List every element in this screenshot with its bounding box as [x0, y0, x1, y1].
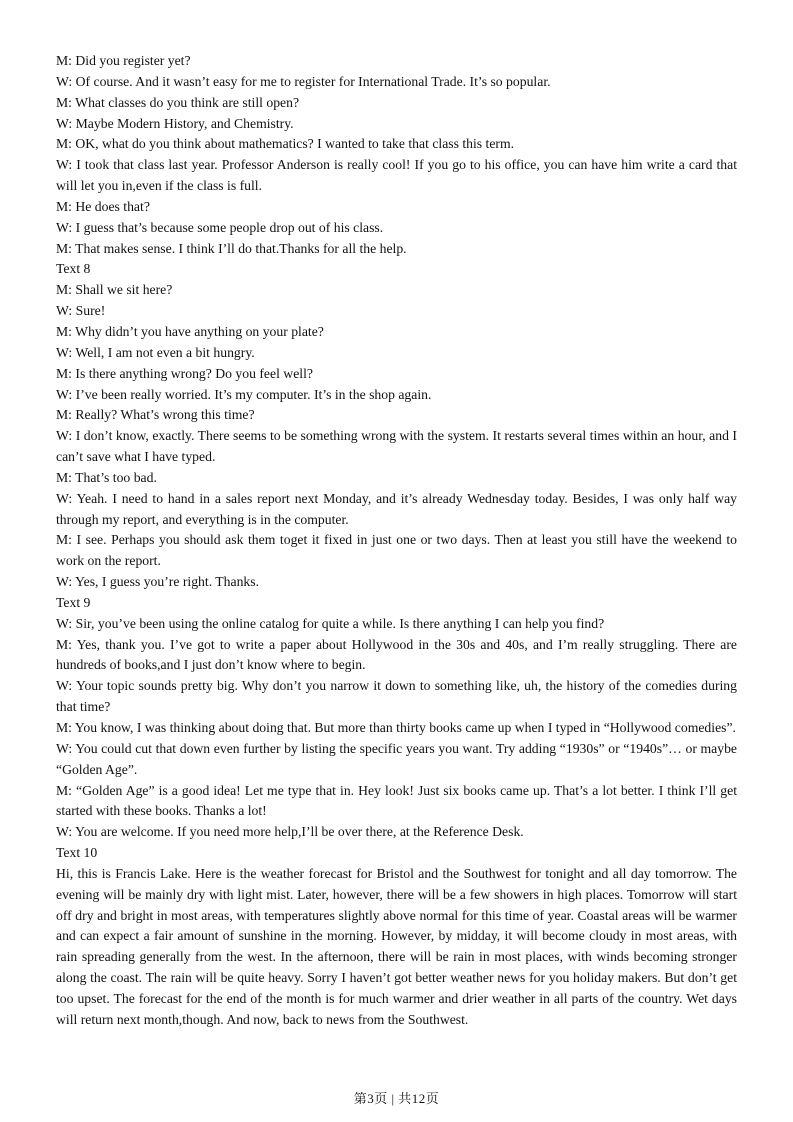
- text-paragraph: W: I took that class last year. Professor Anderson is really cool! If you go to his office, you can have him write a card that will let you in,even if the class is full.: [56, 157, 737, 194]
- text-paragraph: W: Yeah. I need to hand in a sales report next Monday, and it’s already Wednesday today. Besides, I was only half way through my report, and everything is in the computer.: [56, 490, 737, 527]
- text-paragraph: M: Why didn’t you have anything on your plate?: [56, 323, 324, 339]
- text-paragraph: M: “Golden Age” is a good idea! Let me type that in. Hey look! Just six books came up. That’s a lot better. I think I’ll get started with these books. Thanks a lot!: [56, 782, 737, 819]
- text-paragraph: W: You could cut that down even further by listing the specific years you want. Try adding “1930s” or “1940s”… or maybe “Golden Age”.: [56, 740, 737, 777]
- text-paragraph: M: Is there anything wrong? Do you feel well?: [56, 365, 313, 381]
- text-paragraph: M: OK, what do you think about mathematics? I wanted to take that class this term.: [56, 136, 515, 152]
- text-paragraph: M: What classes do you think are still open?: [56, 94, 300, 110]
- section-heading: Text 9: [56, 594, 91, 610]
- text-paragraph: W: Maybe Modern History, and Chemistry.: [56, 115, 294, 131]
- text-paragraph: W: Of course. And it wasn’t easy for me to register for International Trade. It’s so popular.: [56, 73, 551, 89]
- text-paragraph: W: Well, I am not even a bit hungry.: [56, 344, 255, 360]
- text-paragraph: M: Did you register yet?: [56, 53, 191, 68]
- section-heading: Text 10: [56, 845, 98, 861]
- document-body: [56, 51, 737, 1031]
- text-paragraph: M: Yes, thank you. I’ve got to write a paper about Hollywood in the 30s and 40s, and I’m really struggling. There are hundreds of books,and I just don’t know where to begin.: [56, 636, 737, 673]
- text-paragraph: M: That’s too bad.: [56, 469, 157, 485]
- text-paragraph: W: I don’t know, exactly. There seems to be something wrong with the system. It restarts several times within an hour, and I can’t save what I have typed.: [56, 428, 737, 465]
- text-paragraph: W: I guess that’s because some people drop out of his class.: [56, 219, 384, 235]
- text-paragraph: M: You know, I was thinking about doing that. But more than thirty books came up when I typed in “Hollywood comedies”.: [56, 720, 736, 735]
- text-paragraph: M: Really? What’s wrong this time?: [56, 407, 255, 423]
- text-paragraph: W: Sir, you’ve been using the online catalog for quite a while. Is there anything I can help you find?: [56, 615, 605, 631]
- text-paragraph: M: That makes sense. I think I’ll do that.Thanks for all the help.: [56, 240, 407, 256]
- text-paragraph: W: Your topic sounds pretty big. Why don’t you narrow it down to something like, uh, the history of the comedies during that time?: [56, 678, 737, 715]
- page-footer: 第3页 | 共12页: [353, 1091, 440, 1106]
- text-paragraph: M: Shall we sit here?: [56, 282, 173, 298]
- text-paragraph: W: You are welcome. If you need more help,I’ll be over there, at the Reference Desk.: [56, 824, 524, 840]
- text-paragraph: M: I see. Perhaps you should ask them toget it fixed in just one or two days. Then at least you still have the weekend to work on the report.: [56, 532, 737, 569]
- section-heading: Text 8: [56, 261, 91, 277]
- text-paragraph: W: Yes, I guess you’re right. Thanks.: [56, 574, 260, 590]
- text-paragraph: Hi, this is Francis Lake. Here is the weather forecast for Bristol and the Southwest for tonight and all day tomorrow. The evening will be mainly dry with light mist. Later, however, there will be a few showers in high places. Tomorrow will start off dry and bright in most areas, with temperatures slightly above normal for this time of year. Coastal areas will be warmer and can expect a fair amount of sunshine in the morning. However, by midday, it will become cloudy in most areas, with rain spreading generally from the west. In the afternoon, there will be rain in most places, with winds becoming stronger along the coast. The rain will be quite heavy. Sorry I haven’t got better weather news for you holiday makers. But don’t get too upset. The forecast for the end of the month is for much warmer and drier weather in all parts of the country. Wet days will return next month,though. And now, back to news from the Southwest.: [56, 865, 737, 1027]
- text-paragraph: M: He does that?: [56, 198, 150, 214]
- text-paragraph: W: Sure!: [56, 303, 106, 319]
- text-paragraph: W: I’ve been really worried. It’s my computer. It’s in the shop again.: [56, 386, 432, 402]
